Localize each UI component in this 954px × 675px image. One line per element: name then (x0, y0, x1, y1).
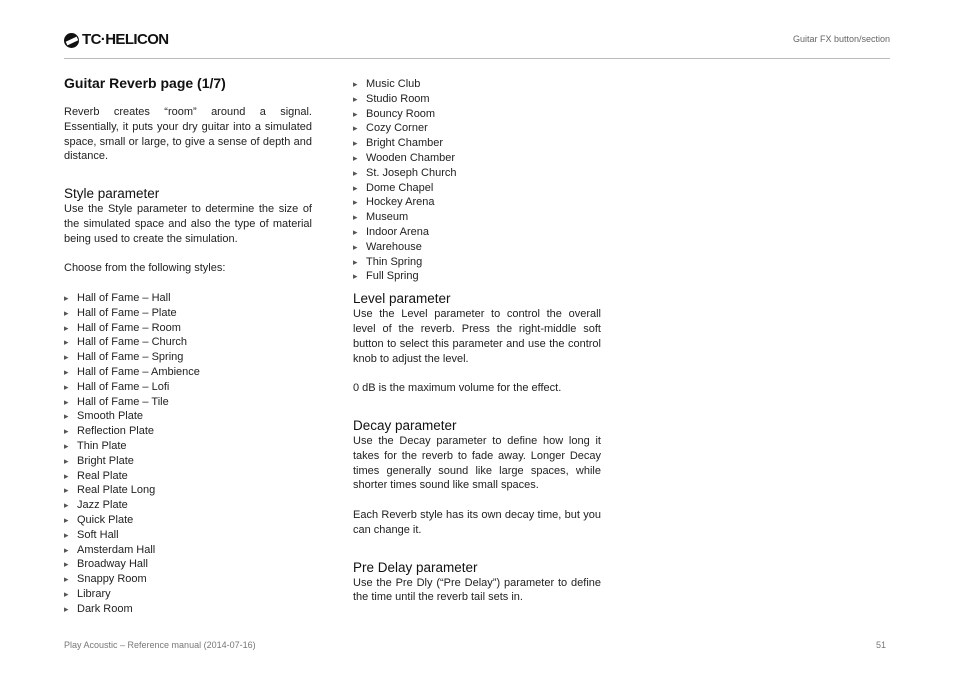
right-column (353, 77, 601, 605)
style-list-item: ▸ Hall of Fame – Ambience (64, 365, 312, 380)
style-list-item: ▸ Warehouse (353, 240, 601, 255)
style-list-item: ▸ Full Spring (353, 269, 601, 284)
style-list-item: ▸ Museum (353, 210, 601, 225)
style-list-item: ▸ Quick Plate (64, 513, 312, 528)
style-list-item: ▸ Snappy Room (64, 572, 312, 587)
style-list-item: ▸ Studio Room (353, 92, 601, 107)
style-list-item: ▸ Bright Plate (64, 454, 312, 469)
style-list-item: ▸ Bright Chamber (353, 136, 601, 151)
style-list-item: ▸ Hall of Fame – Plate (64, 306, 312, 321)
style-list-item: ▸ Dome Chapel (353, 181, 601, 196)
footer-manual-title: Play Acoustic – Reference manual (2014-07-16) (64, 640, 256, 650)
style-list-item: ▸ Hall of Fame – Room (64, 321, 312, 336)
header-divider (64, 58, 890, 59)
level-note: 0 dB is the maximum volume for the effect. (353, 382, 562, 395)
style-list-item: ▸ Hall of Fame – Church (64, 335, 312, 350)
predelay-paragraph: Use the Pre Dly (“Pre Delay”) parameter to define the time until the reverb tail sets in. (353, 576, 601, 604)
page-title: Guitar Reverb page (1/7) (64, 75, 226, 91)
page-header (64, 30, 890, 58)
style-paragraph: Use the Style parameter to determine the size of the simulated space and also the type of material being used to create the simulation. (64, 203, 312, 245)
tc-helicon-logo (64, 30, 169, 50)
style-list-continued (353, 77, 601, 284)
style-list-item: ▸ Thin Spring (353, 255, 601, 270)
choose-paragraph: Choose from the following styles: (64, 262, 226, 275)
style-list-item: ▸ Hockey Arena (353, 195, 601, 210)
tc-helicon-logo-icon (64, 33, 79, 48)
style-list-item: ▸ Wooden Chamber (353, 151, 601, 166)
style-list (64, 291, 312, 617)
style-list-item: ▸ Broadway Hall (64, 557, 312, 572)
style-list-item: ▸ Music Club (353, 77, 601, 92)
predelay-heading: Pre Delay parameter (353, 559, 478, 575)
left-column (64, 75, 312, 617)
decay-heading: Decay parameter (353, 417, 457, 433)
style-list-item: ▸ Hall of Fame – Hall (64, 291, 312, 306)
style-list-item: ▸ Dark Room (64, 602, 312, 617)
style-list-item: ▸ Real Plate Long (64, 483, 312, 498)
brand-name: TC·HELICON (82, 31, 169, 48)
style-list-item: ▸ Smooth Plate (64, 409, 312, 424)
section-label: Guitar FX button/section (792, 34, 890, 44)
page-number: 51 (875, 640, 886, 650)
style-list-item: ▸ St. Joseph Church (353, 166, 601, 181)
style-list-item: ▸ Hall of Fame – Spring (64, 350, 312, 365)
style-list-item: ▸ Amsterdam Hall (64, 543, 312, 558)
level-heading: Level parameter (353, 291, 451, 307)
level-paragraph: Use the Level parameter to control the overall level of the reverb. Press the right-middle soft button to select this parameter and use the control knob to adjust the level. (353, 308, 601, 365)
style-list-item: ▸ Reflection Plate (64, 424, 312, 439)
decay-paragraph: Use the Decay parameter to define how long it takes for the reverb to fade away. Longer Decay times generally sound like large spaces, while shorter times sound like small spaces. (353, 434, 601, 492)
style-list-item: ▸ Library (64, 587, 312, 602)
decay-note: Each Reverb style has its own decay time, but you can change it. (353, 508, 601, 536)
style-heading: Style parameter (64, 186, 160, 202)
style-list-item: ▸ Soft Hall (64, 528, 312, 543)
style-list-item: ▸ Bouncy Room (353, 107, 601, 122)
style-list-item: ▸ Real Plate (64, 469, 312, 484)
style-list-item: ▸ Indoor Arena (353, 225, 601, 240)
style-list-item: ▸ Jazz Plate (64, 498, 312, 513)
style-list-item: ▸ Cozy Corner (353, 121, 601, 136)
style-list-item: ▸ Thin Plate (64, 439, 312, 454)
intro-paragraph: Reverb creates “room” around a signal. Essentially, it puts your dry guitar into a simulated space, small or large, to give a sense of depth and distance. (64, 106, 312, 163)
style-list-item: ▸ Hall of Fame – Tile (64, 395, 312, 410)
style-list-item: ▸ Hall of Fame – Lofi (64, 380, 312, 395)
